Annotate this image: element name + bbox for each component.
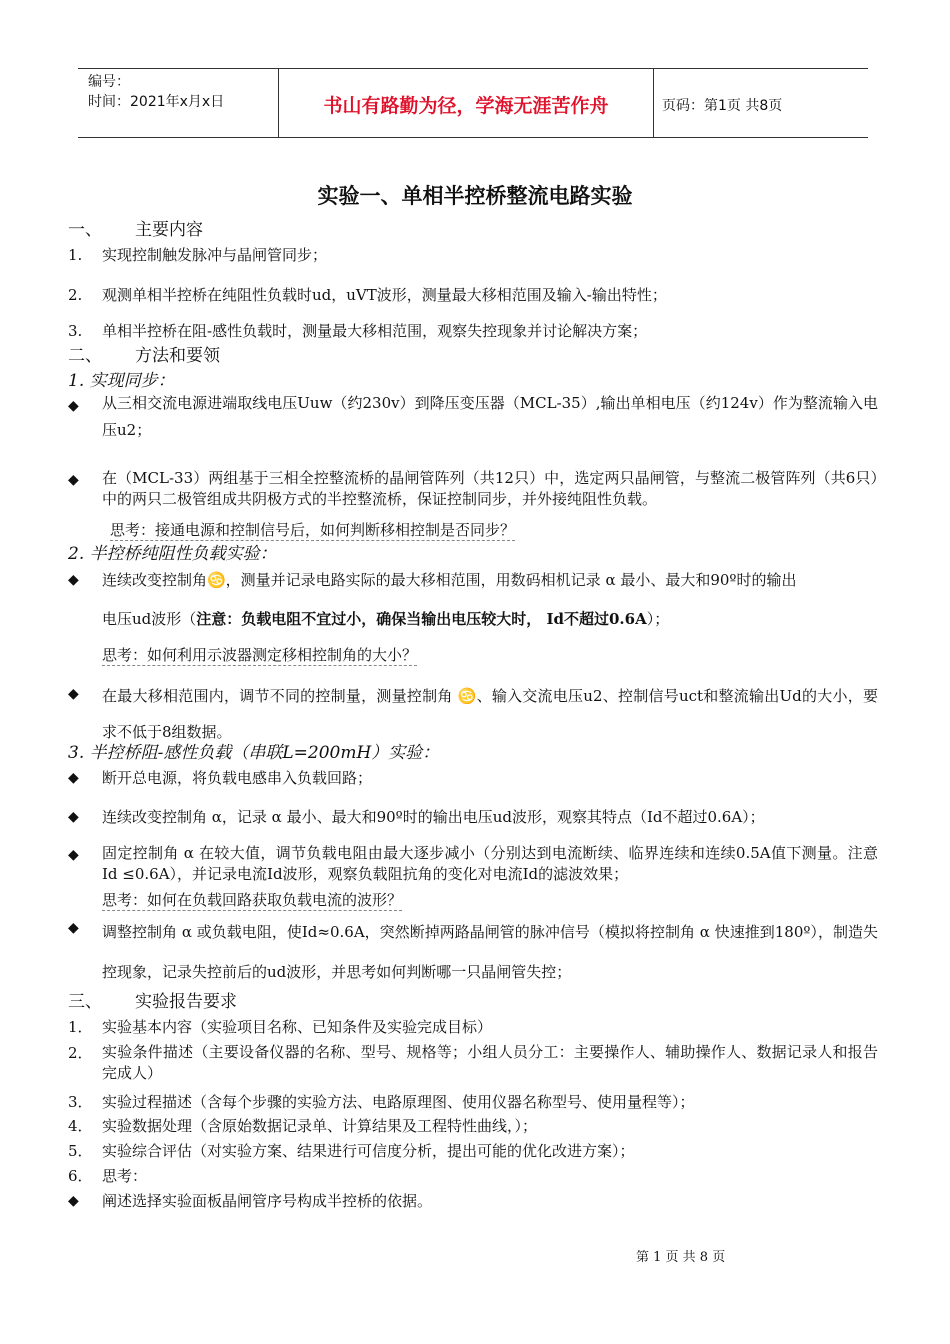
page-code: 页码：第1页 共8页 <box>662 98 783 114</box>
section3-heading-label: 实验报告要求 <box>135 992 237 1012</box>
s3-item2-text: 实验条件描述（主要设备仪器的名称、型号、规格等；小组人员分工：主要操作人、辅助操作人、数据记录人和报告完成人） <box>102 1043 878 1082</box>
s3-final-item: 阐述选择实验面板晶闸管序号构成半控桥的依据。 <box>102 1192 433 1210</box>
header-left-cell <box>78 69 279 137</box>
bullet-diamond-icon: ◆ <box>68 686 79 702</box>
s3-item3-num: 3． <box>68 1093 93 1111</box>
sub2-think: 思考：如何利用示波器测定移相控制角的大小？ <box>102 646 418 664</box>
s3-item6-text: 思考： <box>102 1167 148 1185</box>
bullet-diamond-icon: ◆ <box>68 770 79 786</box>
s1-item1-num: 1. <box>68 246 83 264</box>
sub2-item1-line2 <box>102 609 669 629</box>
s3-item2-num: 2． <box>68 1044 93 1062</box>
s3-item5-num: 5． <box>68 1142 93 1160</box>
s3-item4-text: 实验数据处理（含原始数据记录单、计算结果及工程特性曲线，）； <box>102 1117 538 1135</box>
sub2-item1-text: 电压ud波形（ <box>102 610 197 628</box>
s3-item4-num: 4． <box>68 1117 93 1135</box>
section1-heading-label: 主要内容 <box>135 220 203 240</box>
s3-item3-text: 实验过程描述（含每个步骤的实验方法、电路原理图、使用仪器名称型号、使用量程等）； <box>102 1093 695 1111</box>
number-label: 编号： <box>88 74 130 90</box>
sub1-heading: 1. 实现同步： <box>68 371 175 391</box>
sub2-item2: 在最大移相范围内，调节不同的控制量，测量控制角 ♋、输入交流电压u2、控制信号uct和整流输出Ud的大小，要求不低于8组数据。 <box>102 687 878 741</box>
section3-heading <box>68 991 237 1013</box>
sub3-item3: 固定控制角 α 在较大值，调节负载电阻由最大逐步减小（分别达到电流断续、临界连续和连续0.5A值下测量。注意 Id ≤0.6A），并记录电流Id波形，观察负载阻抗角的变化对电流Id的滤波效果； <box>102 844 878 883</box>
document-title: 实验一、单相半控桥整流电路实验 <box>317 184 633 208</box>
s1-item3-text: 单相半控桥在阻-感性负载时，测量最大移相范围，观察失控现象并讨论解决方案； <box>102 322 648 340</box>
s3-item6-num: 6． <box>68 1167 93 1185</box>
sub3-heading: 3. 半控桥阻-感性负载（串联L=200mH）实验： <box>68 743 440 763</box>
s3-item1-num: 1． <box>68 1018 93 1036</box>
bullet-diamond-icon: ◆ <box>68 472 79 488</box>
s1-item2-text: 观测单相半控桥在纯阻性负载时ud，uVT波形，测量最大移相范围及输入-输出特性； <box>102 286 667 304</box>
header-right-cell <box>654 69 868 137</box>
sub3-item1: 断开总电源，将负载电感串入负载回路； <box>102 769 373 787</box>
section3-heading-num: 三、 <box>68 992 102 1012</box>
section1-heading <box>68 219 203 241</box>
bullet-diamond-icon: ◆ <box>68 809 79 825</box>
sub3-item2: 连续改变控制角 α，记录 α 最小、最大和90º时的输出电压ud波形，观察其特点（Id不超过0.6A）； <box>102 808 765 826</box>
bullet-diamond-icon: ◆ <box>68 398 79 414</box>
header-middle-cell <box>279 69 654 137</box>
motto: 书山有路勤为径，学海无涯苦作舟 <box>323 95 609 117</box>
section1-heading-num: 一、 <box>68 220 102 240</box>
bullet-diamond-icon: ◆ <box>68 572 79 588</box>
s3-item1-text: 实验基本内容（实验项目名称、已知条件及实验完成目标） <box>102 1018 493 1036</box>
sub1-item1: 从三相交流电源进端取线电压Uuw（约230v）到降压变压器（MCL-35）,输出单相电压（约124v）作为整流输入电压u2； <box>102 394 878 439</box>
time-label: 时间：2021年x月x日 <box>88 94 225 110</box>
bullet-diamond-icon: ◆ <box>68 920 79 936</box>
section2-heading-label: 方法和要领 <box>135 346 220 366</box>
s1-item3-num: 3. <box>68 322 83 340</box>
s3-item5-text: 实验综合评估（对实验方案、结果进行可信度分析，提出可能的优化改进方案）； <box>102 1142 635 1160</box>
page-footer: 第 1 页 共 8 页 <box>636 1250 726 1265</box>
sub2-item1-line1: 连续改变控制角♋，测量并记录电路实际的最大移相范围，用数码相机记录 α 最小、最大和90º时的输出 <box>102 571 797 589</box>
s1-item1-text: 实现控制触发脉冲与晶闸管同步； <box>102 246 328 264</box>
s1-item2-num: 2. <box>68 286 83 304</box>
sub2-heading: 2. 半控桥纯阻性负载实验： <box>68 544 277 564</box>
sub1-item2: 在（MCL-33）两组基于三相全控整流桥的晶闸管阵列（共12只）中，选定两只晶闸管，与整流二极管阵列（共6只）中的两只二极管组成共阴极方式的半控整流桥，保证控制同步，并外接纯阻性负载。 <box>102 469 878 508</box>
bullet-diamond-icon: ◆ <box>68 847 79 863</box>
sub3-item4: 调整控制角 α 或负载电阻，使Id≈0.6A，突然断掉两路晶闸管的脉冲信号（模拟将控制角 α 快速推到180º），制造失控现象，记录失控前后的ud波形，并思考如何判断哪一只晶闸管失控； <box>102 923 878 981</box>
section2-heading <box>68 345 220 367</box>
sub3-think: 思考：如何在负载回路获取负载电流的波形？ <box>102 891 403 909</box>
section2-heading-num: 二、 <box>68 346 102 366</box>
header-table <box>78 68 868 138</box>
sub1-think: 思考：接通电源和控制信号后，如何判断移相控制是否同步？ <box>110 521 516 539</box>
sub2-item1-end: ）； <box>646 610 670 628</box>
bullet-diamond-icon: ◆ <box>68 1193 79 1209</box>
sub2-item1-note: 注意：负载电阻不宜过小，确保当输出电压较大时， Id不超过0.6A <box>196 610 647 628</box>
